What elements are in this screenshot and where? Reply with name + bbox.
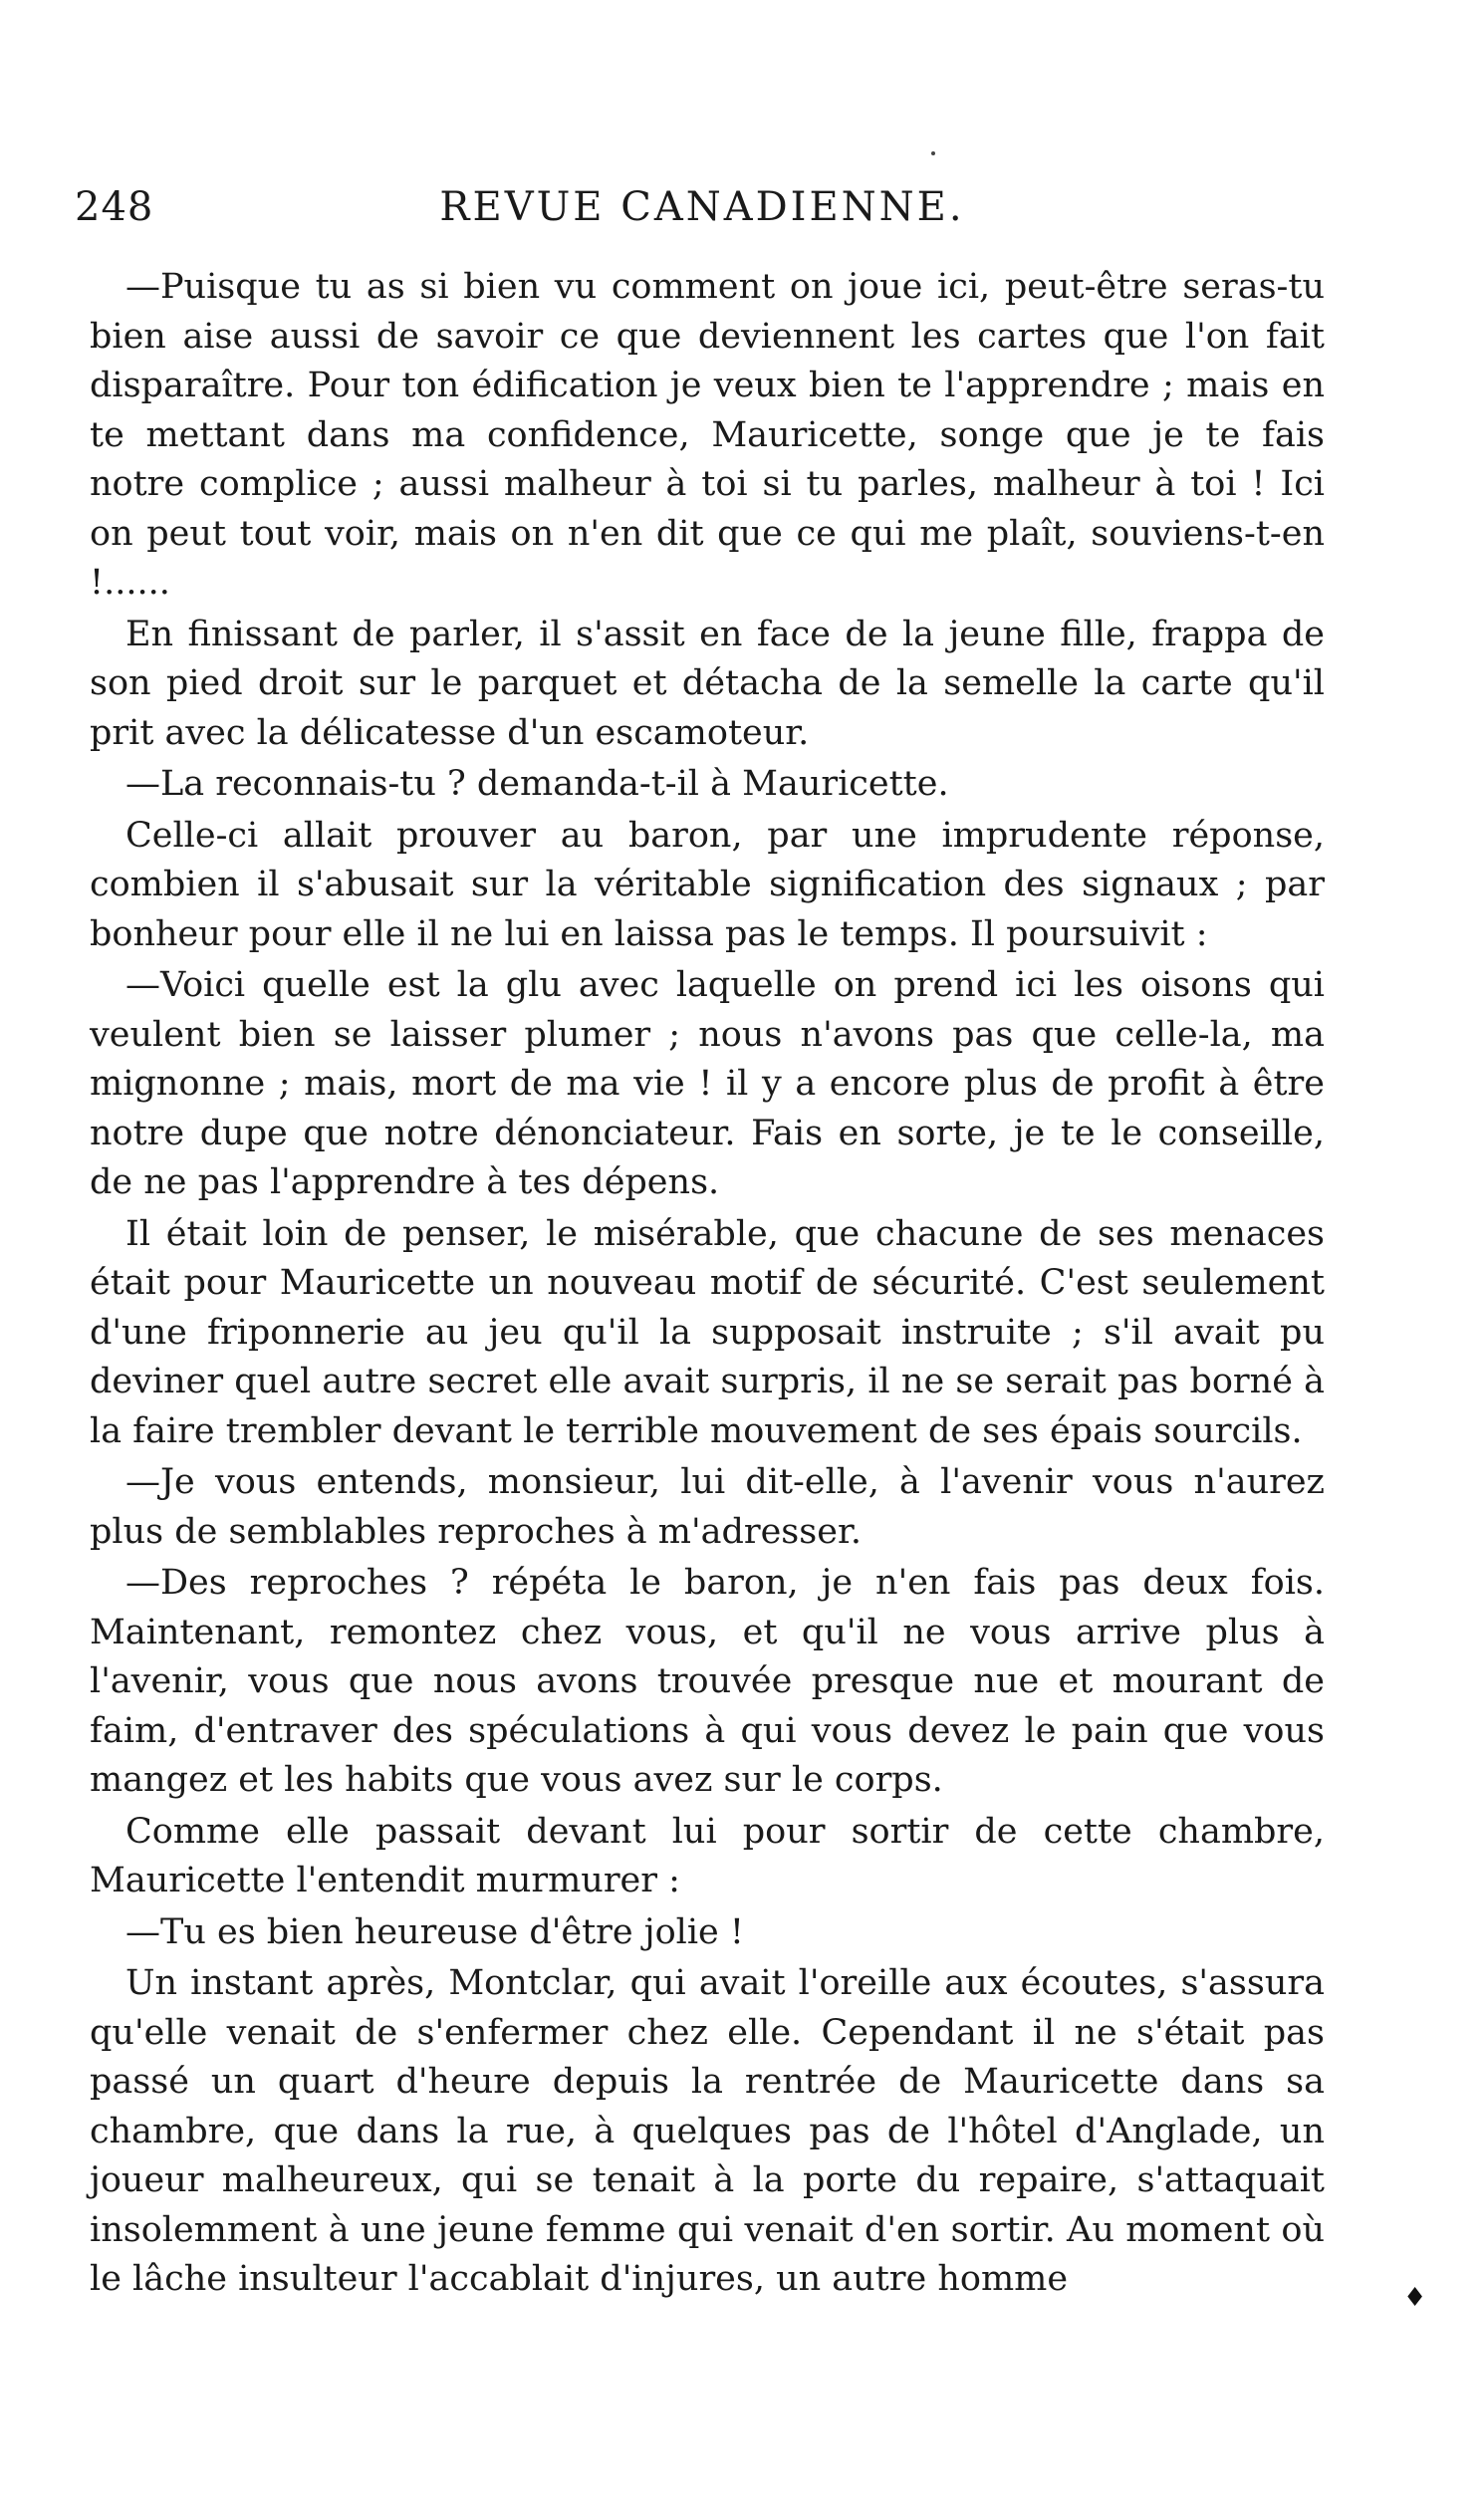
paragraph: Celle-ci allait prouver au baron, par une imprudente réponse, combien il s'abusait sur la véritable signification des signaux ; par bonheur pour elle il ne lui en laissa pas le temps. Il poursuivit : (90, 815, 1325, 954)
paragraph: —Je vous entends, monsieur, lui dit-elle, à l'avenir vous n'aurez plus de semblables reproches à m'adresser. (90, 1462, 1325, 1552)
margin-mark-icon: ♦ (1403, 2283, 1427, 2313)
paragraph: —Puisque tu as si bien vu comment on joue ici, peut-être seras-tu bien aise aussi de savoir ce que deviennent les cartes que l'on fait disparaître. Pour ton édification je veux bien te l'apprendre ; mais en te mettant dans ma confidence, Mauricette, songe que je te fais notre complice ; aussi malheur à toi si tu parles, malheur à toi ! Ici on peut tout voir, mais on n'en dit que ce qui me plaît, souviens-t-en !...... (90, 267, 1325, 603)
page-header (75, 184, 1330, 244)
paragraph: —La reconnais-tu ? demanda-t-il à Mauricette. (125, 764, 949, 804)
paragraph: —Des reproches ? répéta le baron, je n'en fais pas deux fois. Maintenant, remontez chez vous, et qu'il ne vous arrive plus à l'avenir, vous que nous avons trouvée presque nue et mourant de faim, d'entraver des spéculations à qui vous devez le pain que vous mangez et les habits que vous avez sur le corps. (90, 1563, 1325, 1800)
running-title: REVUE CANADIENNE. (439, 184, 965, 230)
body-text (90, 263, 1325, 2307)
page-number: 248 (75, 184, 154, 230)
paragraph: Il était loin de penser, le misérable, que chacune de ses menaces était pour Mauricette un nouveau motif de sécurité. C'est seulement d'une friponnerie au jeu qu'il la supposait instruite ; s'il avait pu deviner quel autre secret elle avait surpris, il ne se serait pas borné à la faire trembler devant le terrible mouvement de ses épais sourcils. (90, 1213, 1325, 1451)
paragraph: Comme elle passait devant lui pour sortir de cette chambre, Mauricette l'entendit murmurer : (90, 1811, 1325, 1900)
ink-speck (931, 151, 935, 155)
paragraph: —Voici quelle est la glu avec laquelle on prend ici les oisons qui veulent bien se laisser plumer ; nous n'avons pas que celle-la, ma mignonne ; mais, mort de ma vie ! il y a encore plus de profit à être notre dupe que notre dénonciateur. Fais en sorte, je te le conseille, de ne pas l'apprendre à tes dépens. (90, 965, 1325, 1202)
paragraph: En finissant de parler, il s'assit en face de la jeune fille, frappa de son pied droit sur le parquet et détacha de la semelle la carte qu'il prit avec la délicatesse d'un escamoteur. (90, 614, 1325, 753)
paragraph: Un instant après, Montclar, qui avait l'oreille aux écoutes, s'assura qu'elle venait de s'enfermer chez elle. Cependant il ne s'était pas passé un quart d'heure depuis la rentrée de Mauricette dans sa chambre, que dans la rue, à quelques pas de l'hôtel d'Anglade, un joueur malheureux, qui se tenait à la porte du repaire, s'attaquait insolemment à une jeune femme qui venait d'en sortir. Au moment où le lâche insulteur l'accablait d'injures, un autre homme (90, 1963, 1325, 2299)
paragraph: —Tu es bien heureuse d'être jolie ! (125, 1911, 744, 1952)
